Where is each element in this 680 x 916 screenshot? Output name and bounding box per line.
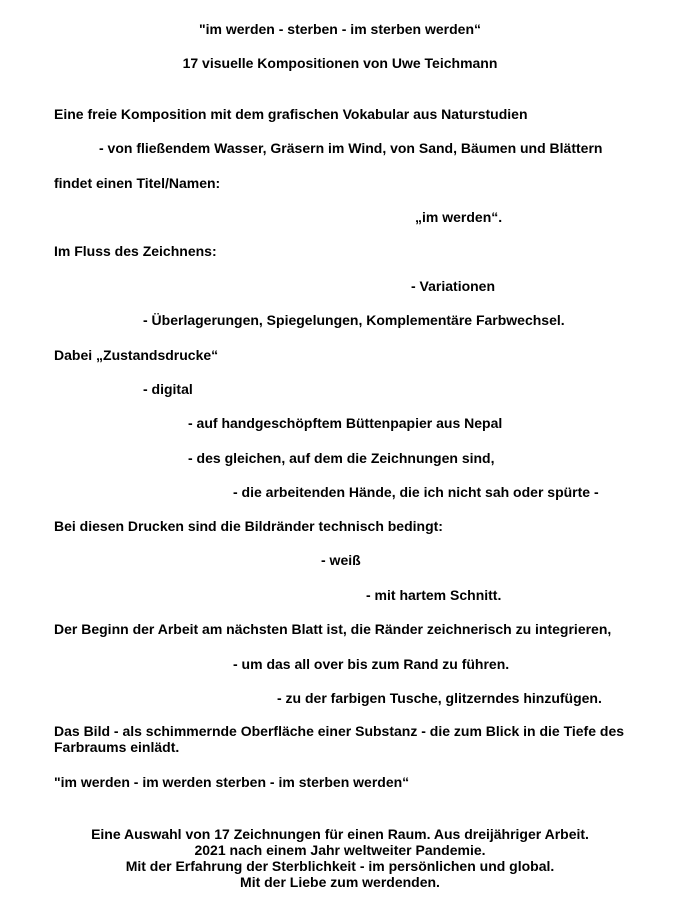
page-title: "im werden - sterben - im sterben werden“	[198, 21, 482, 37]
text-line-12: - die arbeitenden Hände, die ich nicht sah oder spürte -	[233, 484, 599, 500]
text-line-11: - des gleichen, auf dem die Zeichnungen sind,	[188, 450, 495, 466]
text-line-4: „im werden“.	[415, 209, 503, 225]
text-line-8: Dabei „Zustandsdrucke“	[54, 347, 219, 363]
text-line-9: - digital	[143, 381, 193, 397]
text-line-7: - Überlagerungen, Spiegelungen, Komplementäre Farbwechsel.	[143, 312, 565, 328]
text-line-1: Eine freie Komposition mit dem grafischen Vokabular aus Naturstudien	[54, 106, 528, 122]
text-line-3: findet einen Titel/Namen:	[54, 175, 221, 191]
text-line-14: - weiß	[321, 552, 361, 568]
footer-line-3: Mit der Erfahrung der Sterblichkeit - im persönlichen und global.	[125, 858, 555, 874]
text-line-17: - um das all over bis zum Rand zu führen.	[233, 656, 510, 672]
text-line-6: - Variationen	[411, 278, 496, 294]
text-line-15: - mit hartem Schnitt.	[366, 587, 502, 603]
text-line-10: - auf handgeschöpftem Büttenpapier aus Nepal	[188, 415, 503, 431]
page-subtitle: 17 visuelle Kompositionen von Uwe Teichmann	[182, 55, 498, 71]
footer-line-1: Eine Auswahl von 17 Zeichnungen für einen Raum. Aus dreijähriger Arbeit.	[91, 826, 589, 842]
text-line-20: "im werden - im werden sterben - im sterben werden“	[54, 774, 410, 790]
text-line-13: Bei diesen Drucken sind die Bildränder technisch bedingt:	[54, 518, 443, 534]
text-line-2: - von fließendem Wasser, Gräsern im Wind, von Sand, Bäumen und Blättern	[99, 140, 603, 156]
text-paragraph-19: Das Bild - als schimmernde Oberfläche einer Substanz - die zum Blick in die Tiefe des Farbraums einlädt.	[54, 723, 625, 755]
text-line-5: Im Fluss des Zeichnens:	[54, 243, 217, 259]
footer-line-4: Mit der Liebe zum werdenden.	[240, 874, 440, 890]
text-line-18: - zu der farbigen Tusche, glitzerndes hinzufügen.	[277, 690, 602, 706]
text-line-16: Der Beginn der Arbeit am nächsten Blatt ist, die Ränder zeichnerisch zu integrieren,	[54, 621, 612, 637]
footer-line-2: 2021 nach einem Jahr weltweiter Pandemie.	[194, 842, 486, 858]
